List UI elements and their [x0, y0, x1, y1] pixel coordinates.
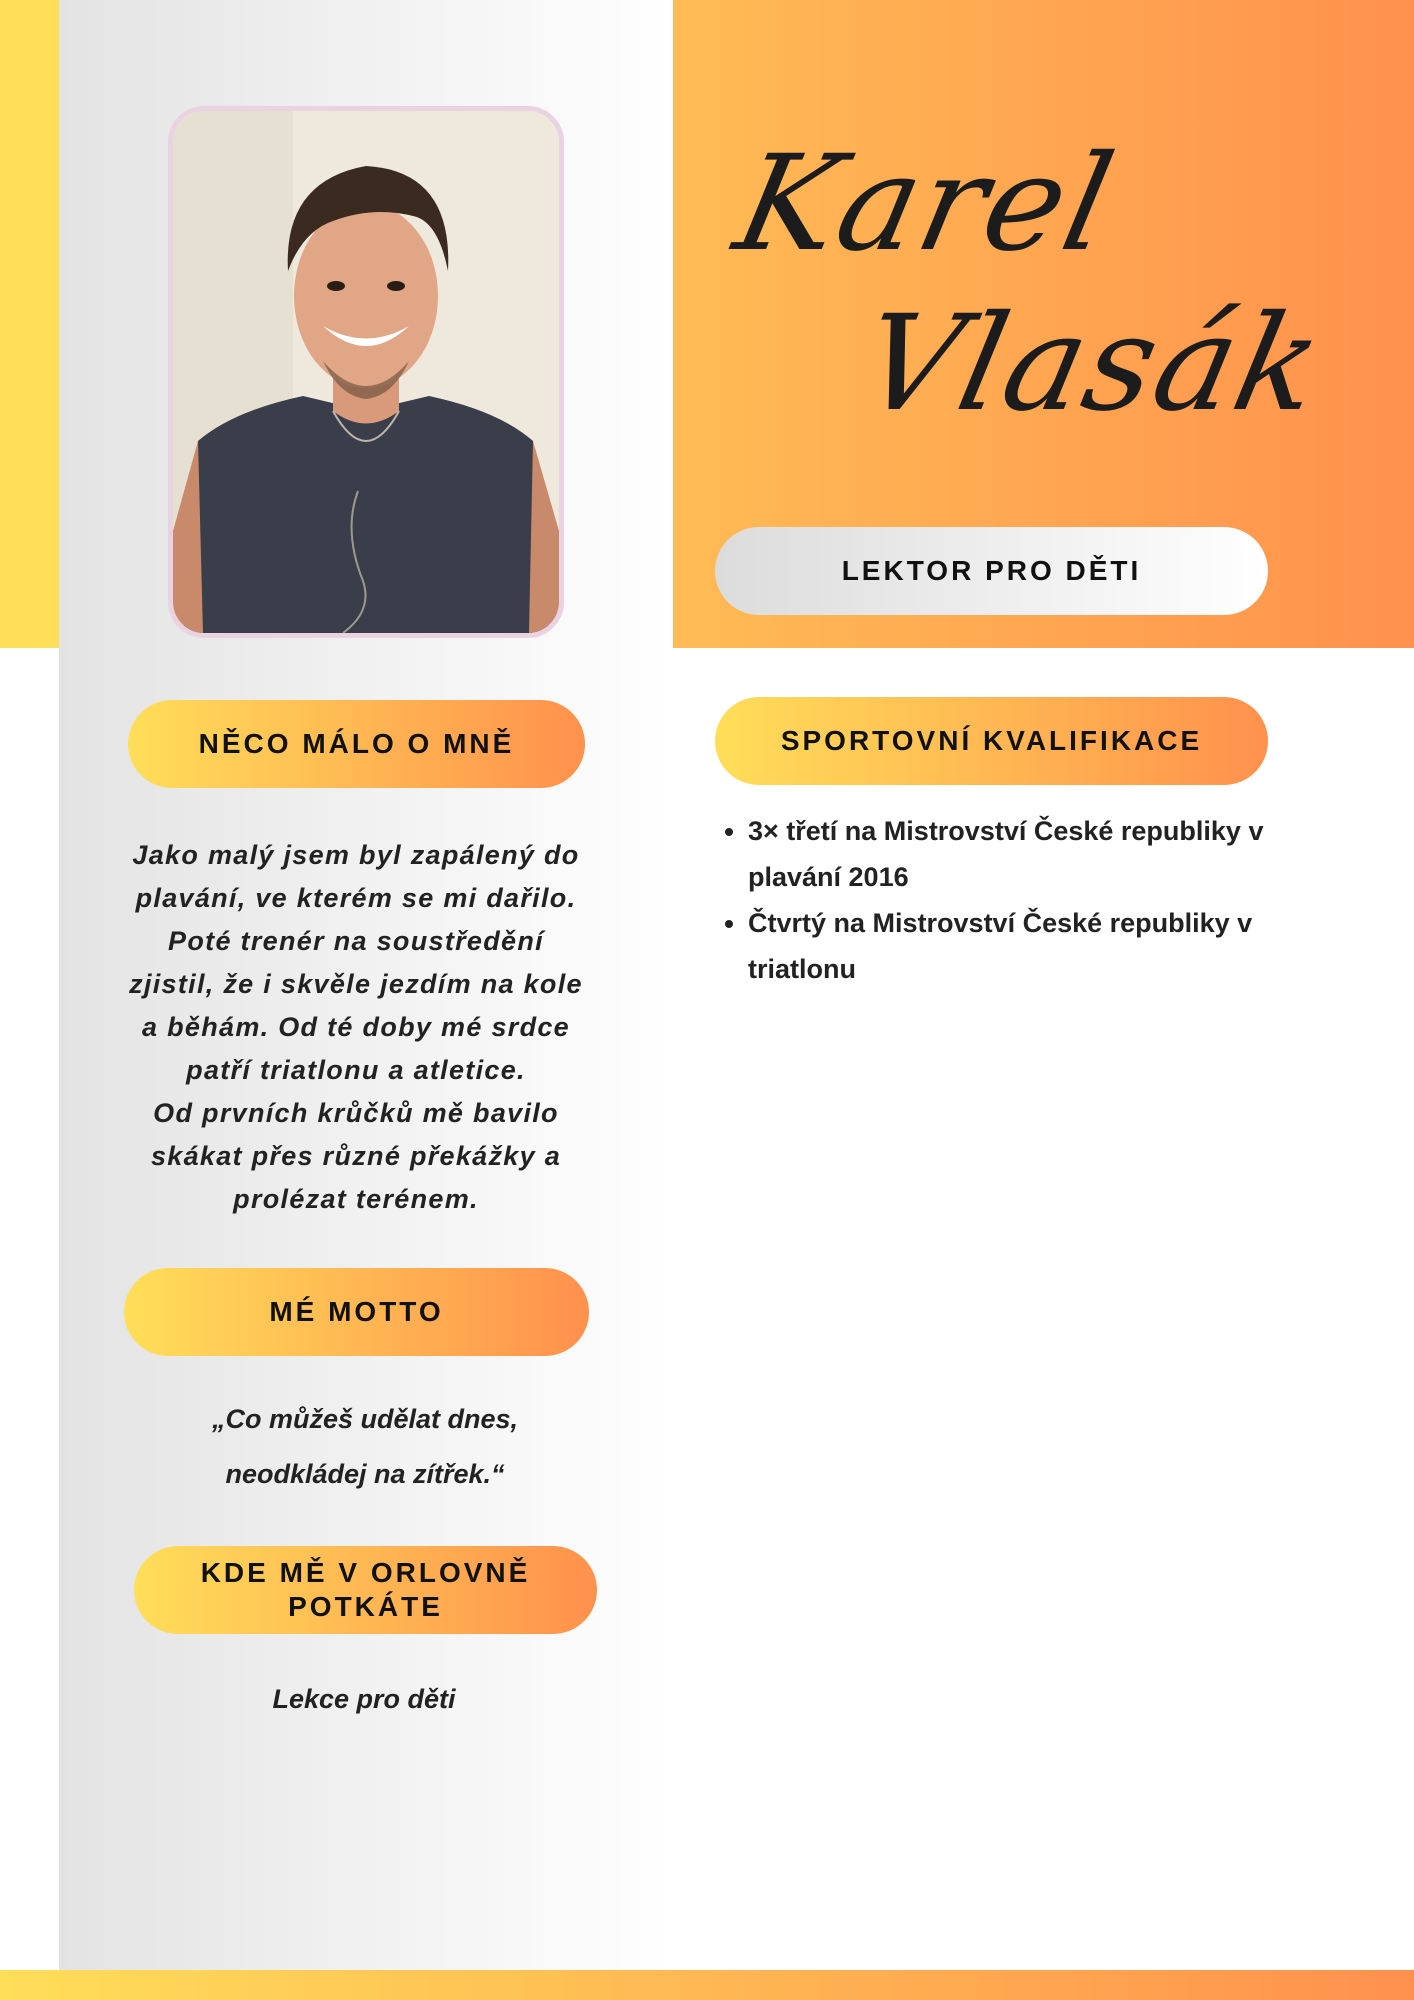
profile-photo — [168, 106, 564, 638]
motto-heading: MÉ MOTTO — [124, 1268, 589, 1356]
where-heading — [134, 1546, 597, 1634]
yellow-accent-strip — [0, 0, 59, 648]
where-heading-line-2: POTKÁTE — [288, 1591, 443, 1622]
qualification-item: • Čtvrtý na Mistrovství České republiky v triatlonu — [748, 900, 1348, 992]
motto-quote — [130, 1392, 600, 1502]
motto-line-2: neodkládej na zítřek.“ — [225, 1459, 505, 1489]
where-text: Lekce pro děti — [272, 1684, 456, 1714]
about-paragraph-2: Od prvních krůčků mě bavilo skákat přes různé překážky a prolézat terénem. — [150, 1098, 562, 1214]
role-badge: LEKTOR PRO DĚTI — [715, 527, 1268, 615]
motto-line-1: „Co můžeš udělat dnes, — [211, 1404, 519, 1434]
first-name: Karel — [723, 127, 1128, 281]
qualification-item: • 3× třetí na Mistrovství České republiky v plavání 2016 — [748, 808, 1348, 900]
where-heading-line-1: KDE MĚ V ORLOVNĚ — [200, 1557, 531, 1589]
last-name: Vlasák — [848, 287, 1337, 441]
about-text — [124, 834, 588, 1221]
about-paragraph-1: Jako malý jsem byl zapálený do plavání, ve kterém se mi dařilo. Poté trenér na soustředění zjistil, že i skvěle jezdím na kole a běhám. Od té doby mé srdce patří triatlonu a atletice. — [129, 840, 583, 1085]
qualifications-heading: SPORTOVNÍ KVALIFIKACE — [715, 697, 1268, 785]
bottom-gradient-bar — [0, 1970, 1414, 2000]
about-heading: NĚCO MÁLO O MNĚ — [128, 700, 585, 788]
qualifications-list — [716, 808, 1348, 992]
portrait-illustration — [173, 111, 559, 633]
